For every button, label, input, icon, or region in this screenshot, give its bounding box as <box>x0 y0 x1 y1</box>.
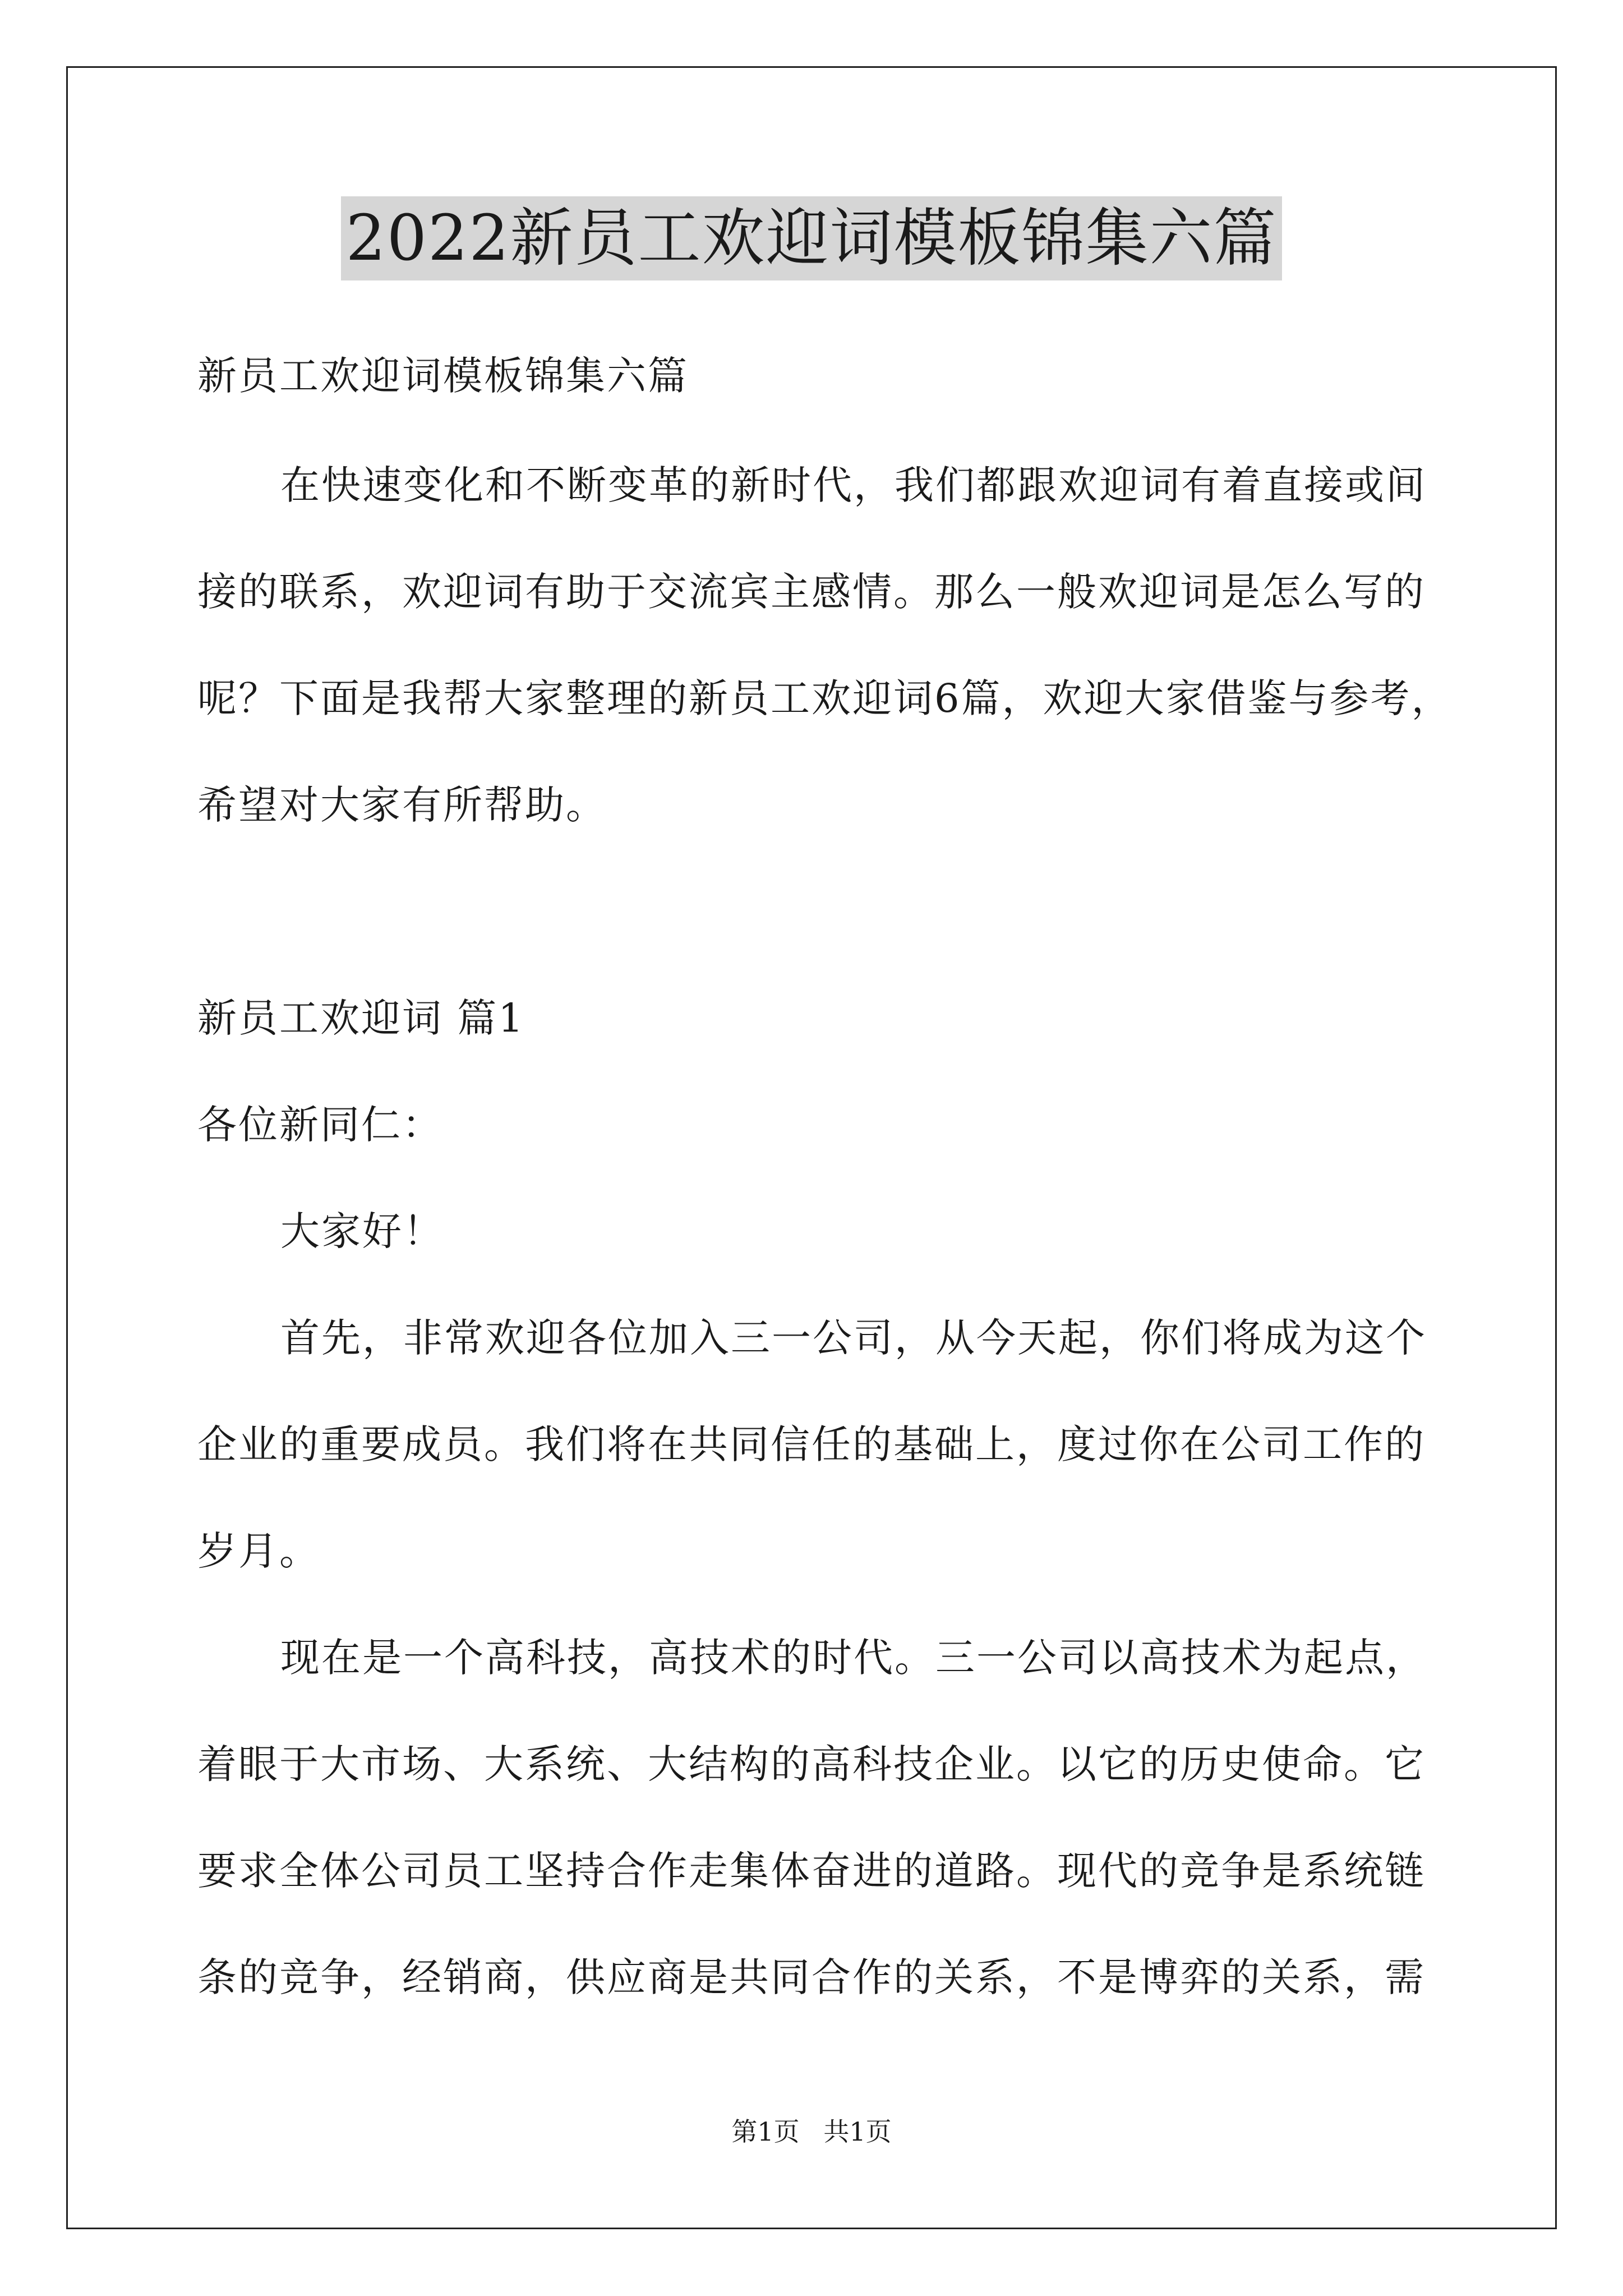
paragraph-line: 岁月。 <box>197 1528 320 1574</box>
page-footer <box>0 2115 1623 2148</box>
paragraph-line: 条的竞争，经销商，供应商是共同合作的关系，不是博弈的关系，需 <box>197 1954 1426 2000</box>
paragraph-line: 现在是一个高科技，高技术的时代。三一公司以高技术为起点， <box>280 1635 1427 1681</box>
paragraph-line: 呢？下面是我帮大家整理的新员工欢迎词6篇，欢迎大家借鉴与参考， <box>197 675 1453 721</box>
paragraph-line: 首先，非常欢迎各位加入三一公司，从今天起，你们将成为这个 <box>280 1315 1427 1361</box>
page-number: 第1页 <box>731 2116 800 2147</box>
page-total: 共1页 <box>823 2116 892 2147</box>
paragraph-line: 接的联系，欢迎词有助于交流宾主感情。那么一般欢迎词是怎么写的 <box>197 569 1426 615</box>
salutation-line: 各位新同仁： <box>197 1102 443 1148</box>
paragraph-line: 要求全体公司员工坚持合作走集体奋进的道路。现代的竞争是系统链 <box>197 1848 1426 1894</box>
paragraph-line: 在快速变化和不断变革的新时代，我们都跟欢迎词有着直接或间 <box>280 462 1427 508</box>
subtitle-line: 新员工欢迎词模板锦集六篇 <box>197 353 689 399</box>
title-container <box>0 196 1623 280</box>
paragraph-line: 希望对大家有所帮助。 <box>197 782 607 828</box>
section-heading: 新员工欢迎词 篇1 <box>197 995 525 1041</box>
greeting-line: 大家好！ <box>280 1208 444 1254</box>
document-title: 2022新员工欢迎词模板锦集六篇 <box>341 196 1281 280</box>
paragraph-line: 着眼于大市场、大系统、大结构的高科技企业。以它的历史使命。它 <box>197 1741 1426 1787</box>
paragraph-line: 企业的重要成员。我们将在共同信任的基础上，度过你在公司工作的 <box>197 1421 1426 1467</box>
